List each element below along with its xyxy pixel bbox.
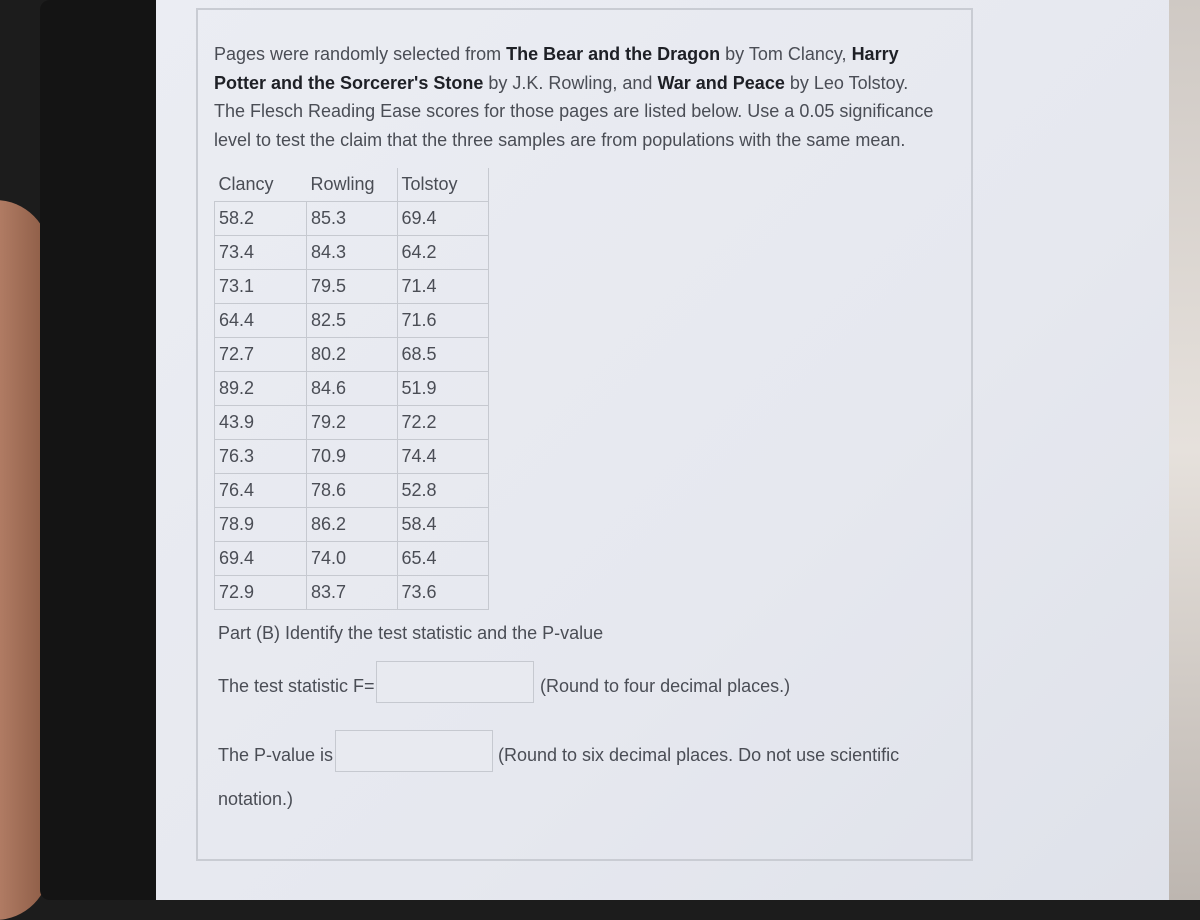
cell-rowling: 79.2 (307, 406, 398, 440)
table-row (215, 338, 489, 372)
cell-clancy: 72.7 (215, 338, 307, 372)
f-statistic-label: The test statistic F= (218, 676, 375, 696)
cell-tolstoy: 71.4 (397, 270, 488, 304)
cell-rowling: 82.5 (307, 304, 398, 338)
table-row (215, 440, 489, 474)
cell-rowling: 84.3 (307, 236, 398, 270)
cell-tolstoy: 58.4 (397, 508, 488, 542)
header-tolstoy: Tolstoy (397, 168, 488, 202)
table-header-row (215, 168, 489, 202)
cell-tolstoy: 51.9 (397, 372, 488, 406)
cell-clancy: 72.9 (215, 576, 307, 610)
table-row (215, 542, 489, 576)
p-value-note: (Round to six decimal places. Do not use scientific (498, 745, 900, 765)
f-statistic-input[interactable] (376, 661, 534, 703)
cell-tolstoy: 69.4 (397, 202, 488, 236)
table-row (215, 236, 489, 270)
table-row (215, 406, 489, 440)
p-value-label: The P-value is (218, 745, 334, 765)
cell-tolstoy: 74.4 (397, 440, 488, 474)
cell-clancy: 76.4 (215, 474, 307, 508)
table-row (215, 372, 489, 406)
cell-rowling: 74.0 (307, 542, 398, 576)
scores-table (214, 168, 489, 610)
cell-rowling: 83.7 (307, 576, 398, 610)
book-title: The Bear and the Dragon (506, 44, 721, 64)
cell-tolstoy: 68.5 (397, 338, 488, 372)
intro-text-segment: Pages were randomly selected from (214, 44, 507, 64)
table-row (215, 508, 489, 542)
cell-rowling: 78.6 (307, 474, 398, 508)
cell-clancy: 78.9 (215, 508, 307, 542)
cell-rowling: 85.3 (307, 202, 398, 236)
cell-clancy: 73.1 (215, 270, 307, 304)
cell-clancy: 69.4 (215, 542, 307, 576)
f-statistic-note: (Round to four decimal places.) (540, 676, 791, 696)
book-title: War and Peace (657, 72, 785, 93)
part-b-title: Part (B) Identify the test statistic and the P-value (218, 623, 604, 643)
cell-clancy: 76.3 (215, 440, 307, 474)
intro-text-segment: by Tom Clancy, (720, 44, 852, 64)
cell-clancy: 58.2 (215, 202, 307, 236)
header-clancy: Clancy (218, 174, 274, 194)
cell-rowling: 80.2 (307, 338, 398, 372)
cell-clancy: 73.4 (215, 236, 307, 270)
question-intro-text (214, 40, 934, 154)
table-row (215, 270, 489, 304)
book-title: Harry Potter and the Sorcerer's Stone (214, 44, 899, 93)
cell-rowling: 84.6 (307, 372, 398, 406)
table-row (215, 576, 489, 610)
table-row (215, 474, 489, 508)
cell-clancy: 89.2 (215, 372, 307, 406)
intro-text-segment: by J.K. Rowling, and (483, 72, 658, 93)
header-rowling: Rowling (310, 174, 375, 194)
p-value-note-continued: notation.) (218, 789, 294, 809)
intro-text-segment: by Leo Tolstoy. The Flesch Reading Ease scores for those pages are listed below. Use a 0.05 significance level to test the claim that the three samples are from populations with the same mean. (214, 72, 934, 150)
cell-rowling: 86.2 (307, 508, 398, 542)
table-row (215, 202, 489, 236)
cell-tolstoy: 72.2 (397, 406, 488, 440)
cell-rowling: 70.9 (307, 440, 398, 474)
cell-tolstoy: 65.4 (397, 542, 488, 576)
cell-rowling: 79.5 (307, 270, 398, 304)
cell-tolstoy: 71.6 (397, 304, 488, 338)
cell-tolstoy: 73.6 (397, 576, 488, 610)
p-value-input[interactable] (335, 730, 493, 772)
table-body (215, 202, 489, 610)
cell-clancy: 43.9 (215, 406, 307, 440)
cell-clancy: 64.4 (215, 304, 307, 338)
cell-tolstoy: 64.2 (397, 236, 488, 270)
cell-tolstoy: 52.8 (397, 474, 488, 508)
table-row (215, 304, 489, 338)
